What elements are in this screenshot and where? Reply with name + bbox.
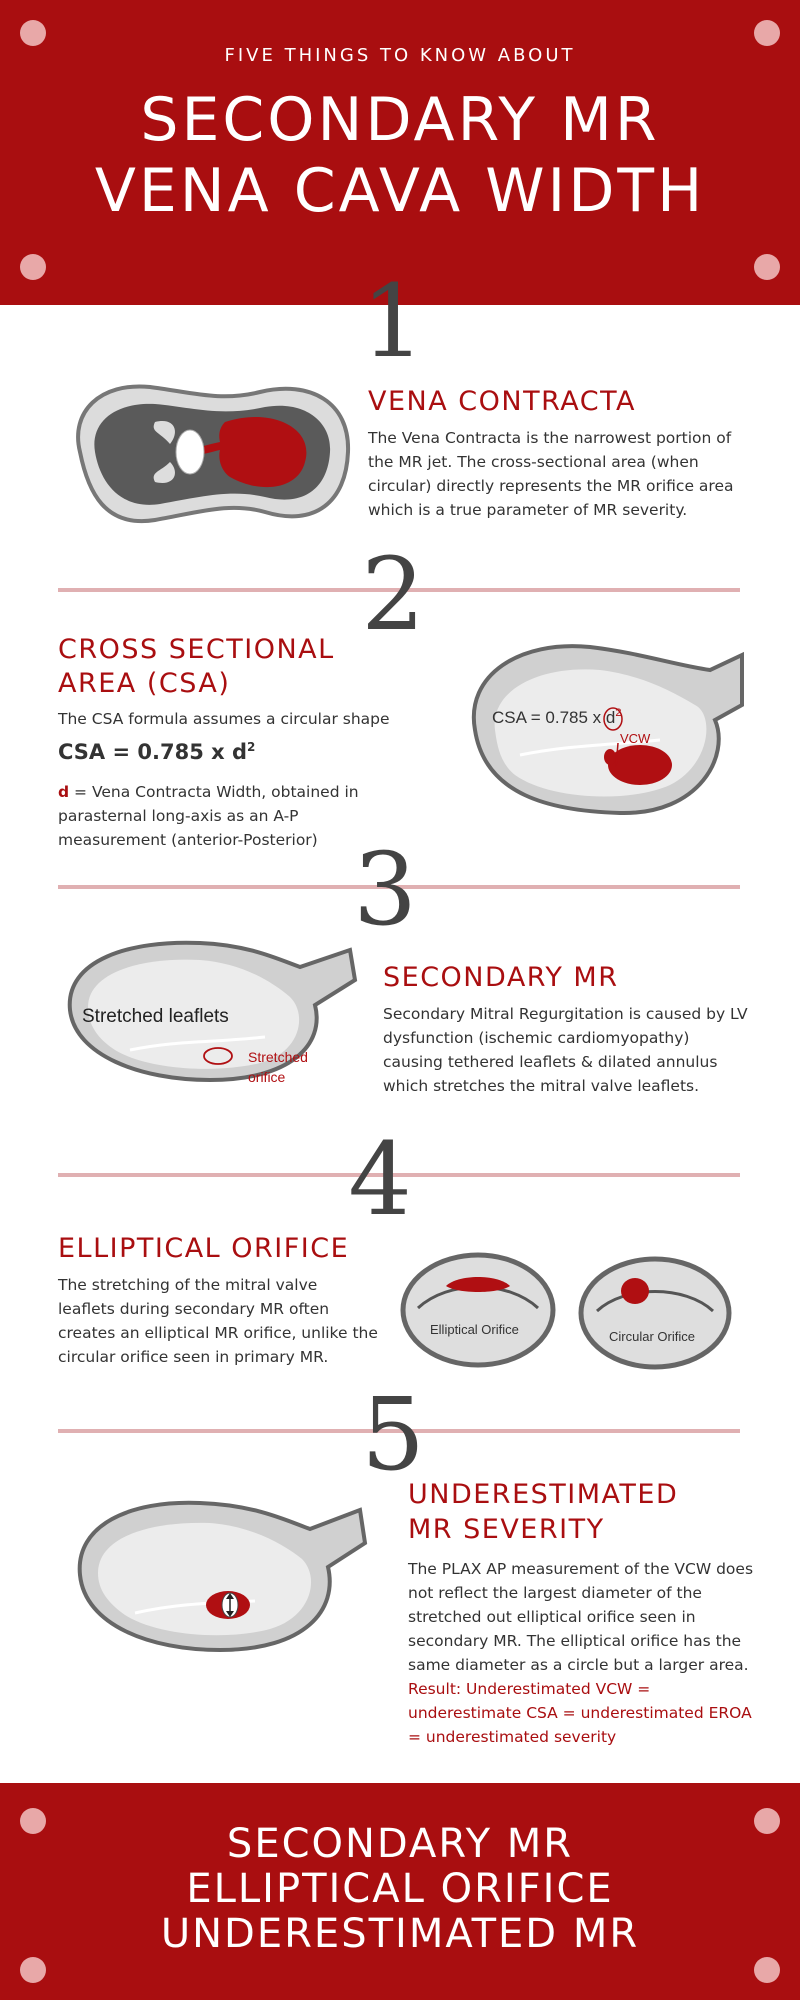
section-number: 1 bbox=[361, 263, 425, 380]
page-title-line-1: SECONDARY MR bbox=[140, 85, 660, 155]
section-heading-line-1: UNDERESTIMATED bbox=[408, 1479, 679, 1510]
footer-line-1: SECONDARY MR bbox=[226, 1821, 574, 1867]
csa-illustration bbox=[460, 635, 742, 825]
decorative-dot bbox=[20, 1957, 46, 1983]
section-heading-line-2: AREA (CSA) bbox=[58, 668, 231, 699]
formula-text: CSA = 0.785 x d bbox=[58, 740, 248, 764]
section-number: 2 bbox=[361, 536, 425, 653]
section-heading: VENA CONTRACTA bbox=[368, 386, 636, 417]
circular-orifice-illustration bbox=[575, 1255, 735, 1375]
csa-image-label: CSA = 0.785 x $d^2$ bbox=[492, 707, 622, 727]
underestimated-severity-illustration bbox=[70, 1495, 370, 1655]
top-banner bbox=[0, 0, 800, 305]
page-title-line-2: VENA CAVA WIDTH bbox=[94, 156, 706, 226]
section-body: The PLAX AP measurement of the VCW does not reflect the largest diameter of the stretched out elliptical orifice seen in secondary MR. The elliptical orifice has the same diameter as a circle but a larger area. bbox=[408, 1560, 754, 1674]
section-number: 5 bbox=[361, 1376, 425, 1493]
section-body: The Vena Contracta is the narrowest portion of the MR jet. The cross-sectional area (when circular) directly represents the MR orifice area which is a true parameter of MR severity. bbox=[368, 429, 734, 519]
decorative-dot bbox=[20, 254, 46, 280]
footer-line-3: UNDERESTIMATED MR bbox=[160, 1911, 640, 1957]
section-heading-line-2: MR SEVERITY bbox=[408, 1514, 605, 1545]
section-number: 3 bbox=[353, 831, 417, 948]
header-kicker: FIVE THINGS TO KNOW ABOUT bbox=[224, 45, 576, 66]
definition-body: = Vena Contracta Width, obtained in parasternal long-axis as an A-P measurement (anterior-Posterior) bbox=[58, 783, 359, 849]
decorative-dot bbox=[20, 20, 46, 46]
result-text: Result: Underestimated VCW = underestimate CSA = underestimated EROA = underestimated severity bbox=[408, 1680, 752, 1746]
elliptical-orifice-illustration bbox=[398, 1250, 558, 1370]
circular-orifice-label: Circular Orifice bbox=[609, 1329, 695, 1344]
section-heading-line-1: CROSS SECTIONAL bbox=[58, 634, 335, 665]
decorative-dot bbox=[754, 1957, 780, 1983]
section-body: The CSA formula assumes a circular shape bbox=[58, 710, 390, 728]
section-body: Secondary Mitral Regurgitation is caused by LV dysfunction (ischemic cardiomyopathy) causing tethered leaflets & dilated annulus which stretches the mitral valve leaflets. bbox=[383, 1005, 748, 1095]
elliptical-orifice-label: Elliptical Orifice bbox=[430, 1322, 519, 1337]
vcw-label: VCW bbox=[620, 731, 651, 746]
footer-line-2: ELLIPTICAL ORIFICE bbox=[186, 1866, 614, 1912]
definition-term: d bbox=[58, 783, 70, 801]
section-body: The stretching of the mitral valve leaflets during secondary MR often creates an elliptical MR orifice, unlike the circular orifice seen in primary MR. bbox=[58, 1276, 378, 1366]
decorative-dot bbox=[754, 254, 780, 280]
decorative-dot bbox=[754, 20, 780, 46]
vena-contracta-illustration bbox=[60, 372, 355, 532]
stretched-orifice-label-2: orifice bbox=[248, 1069, 286, 1085]
section-number: 4 bbox=[348, 1121, 412, 1238]
secondary-mr-illustration bbox=[60, 935, 360, 1085]
formula-exponent: 2 bbox=[247, 740, 256, 754]
stretched-leaflets-label: Stretched leaflets bbox=[82, 1006, 229, 1027]
csa-formula bbox=[58, 740, 255, 764]
stretched-orifice-label-1: Stretched bbox=[248, 1049, 308, 1065]
section-heading: SECONDARY MR bbox=[383, 962, 619, 993]
section-heading: ELLIPTICAL ORIFICE bbox=[58, 1233, 350, 1264]
